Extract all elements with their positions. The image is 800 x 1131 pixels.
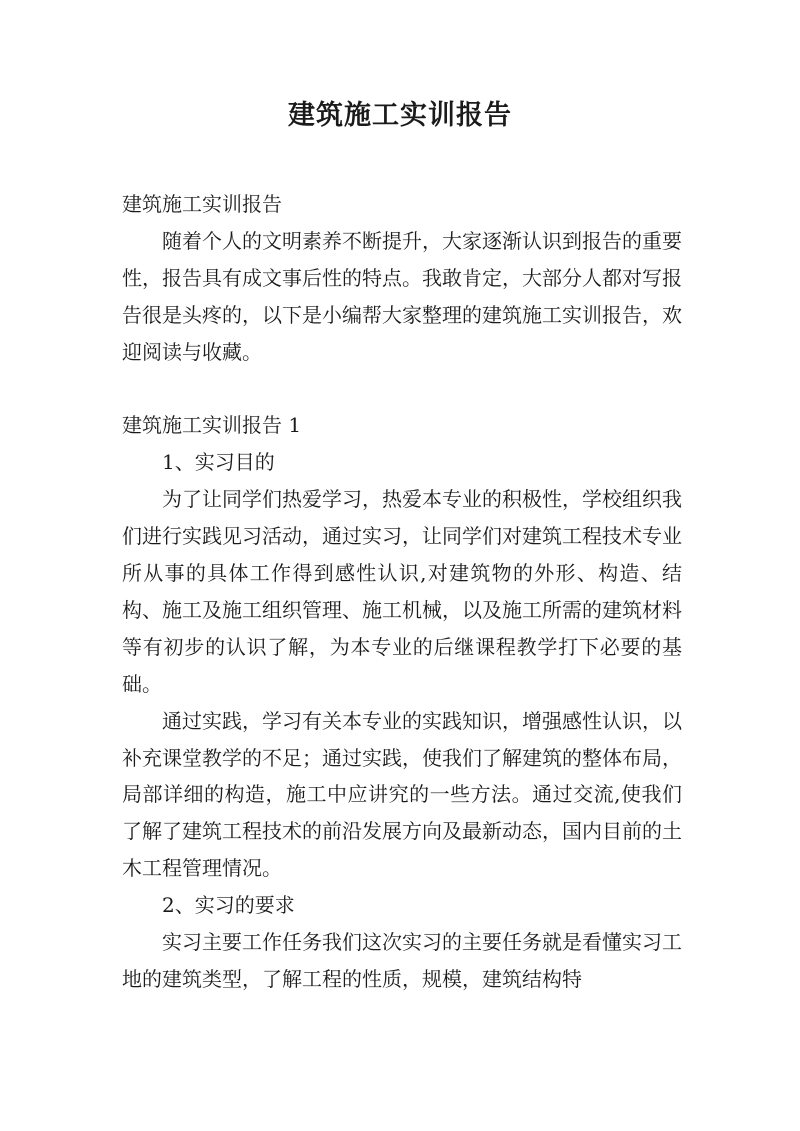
section-heading-report-1: 建筑施工实训报告 1: [122, 413, 302, 438]
purpose-paragraph-2: 通过实践，学习有关本专业的实践知识，增强感性认识，以补充课堂教学的不足；通过实践，使我们了解建筑的整体布局，局部详细的构造，施工中应讲究的一些方法。通过交流,使我们了解了建筑工程技术的前沿发展方向及最新动态，国内目前的土木工程管理情况。: [122, 708, 682, 881]
subheading-purpose: 1、实习目的: [162, 450, 275, 475]
document-title: 建筑施工实训报告: [288, 100, 512, 131]
paragraph-gap: [122, 371, 682, 408]
report-heading: 建筑施工实训报告: [122, 192, 282, 216]
subheading-requirements: 2、实习的要求: [162, 893, 295, 918]
document-body: [122, 186, 682, 998]
intro-paragraph: 随着个人的文明素养不断提升，大家逐渐认识到报告的重要性，报告具有成文事后性的特点。我敢肯定，大部分人都对写报告很是头疼的，以下是小编帮大家整理的建筑施工实训报告，欢迎阅读与收藏。: [122, 228, 682, 364]
requirements-paragraph: 实习主要工作任务我们这次实习的主要任务就是看懂实习工地的建筑类型，了解工程的性质，规模，建筑结构特: [122, 930, 682, 992]
purpose-paragraph-1: 为了让同学们热爱学习，热爱本专业的积极性，学校组织我们进行实践见习活动，通过实习，让同学们对建筑工程技术专业所从事的具体工作得到感性认识,对建筑物的外形、构造、结构、施工及施工组织管理、施工机械，以及施工所需的建筑材料等有初步的认识了解，为本专业的后继课程教学打下必要的基础。: [122, 487, 682, 696]
